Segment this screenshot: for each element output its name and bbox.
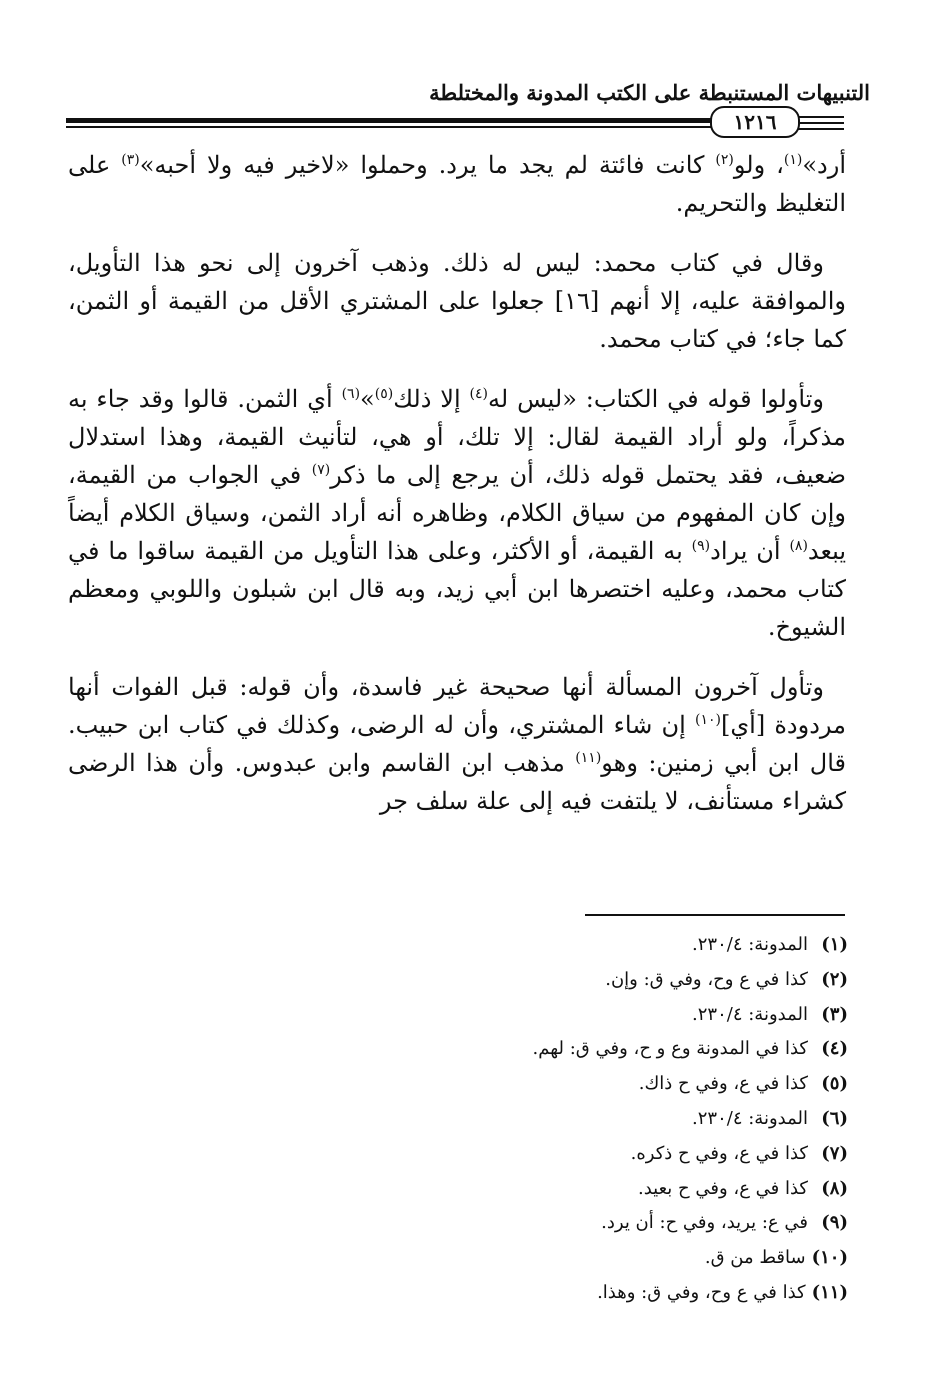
text-run: على التغليظ والتحريم. [68, 151, 846, 217]
body-paragraph [68, 244, 846, 358]
text-run: وتأولوا قوله في الكتاب: «ليس له [488, 385, 824, 413]
footnote-text: كذا في ع، وفي ح بعيد. [638, 1177, 808, 1199]
text-run: » [360, 385, 375, 413]
footnote-marker: (٧) [311, 462, 331, 478]
text-run: وتأول آخرون المسألة أنها صحيحة غير فاسدة، وأن قوله: قبل الفوات أنها مردودة [أي] [68, 673, 846, 739]
text-run: به القيمة، أو الأكثر، وعلى هذا التأويل من القيمة ساقوا ما في كتاب محمد، وعليه اختصرها ابن أبي زيد، وبه قال ابن شبلون واللوبي ومعظم الشيوخ. [68, 537, 846, 641]
footnote-item [100, 1137, 848, 1172]
footnote-item [100, 1102, 848, 1137]
body-paragraph [68, 380, 846, 646]
text-run: وقال في كتاب محمد: ليس له ذلك. وذهب آخرون إلى نحو هذا التأويل، والموافقة عليه، إلا أنهم [١٦] جعلوا على المشتري الأقل من القيمة أو الثمن، كما جاء؛ في كتاب محمد. [68, 249, 847, 353]
footnote-item [100, 1241, 848, 1276]
footnote-text: المدونة: ٢٣٠/٤. [692, 1003, 808, 1025]
footnotes [100, 928, 848, 1311]
main-text [68, 146, 846, 842]
text-run: في الجواب من القيمة، وإن كان المفهوم من سياق الكلام، وظاهره أنه أراد الثمن، وسياق الكلام أيضاً يبعد [68, 461, 847, 565]
footnote-number: (٦) [821, 1107, 848, 1129]
footnote-marker: (١) [783, 152, 803, 168]
footnote-item [100, 1276, 848, 1311]
text-run: مذهب ابن القاسم وابن عبدوس. وأن هذا الرضى كشراء مستأنف، لا يلتفت فيه إلى علة سلف جر [68, 749, 846, 815]
footnote-marker: (٨) [789, 538, 808, 554]
footnote-item [100, 1032, 848, 1067]
footnote-number: (٤) [821, 1038, 848, 1060]
footnote-text: كذا في ع وح، وفي ق: وإن. [605, 968, 808, 990]
text-run: كانت فائتة لم يجد ما يرد. وحملوا «لاخير فيه ولا أحبه» [139, 151, 716, 179]
footnote-number: (٢) [821, 968, 848, 990]
footnote-number: (١) [821, 934, 848, 955]
footnote-item [100, 1172, 848, 1207]
footnote-item [100, 1067, 848, 1102]
footnote-marker: (٣) [121, 152, 140, 168]
header-rule-thin [66, 126, 716, 128]
footnote-number: (٨) [821, 1177, 848, 1199]
text-run: إلا ذلك [393, 385, 470, 413]
footnote-marker: (٤) [469, 386, 489, 402]
footnote-marker: (٩) [691, 538, 711, 554]
text-run: أن يراد [710, 537, 790, 565]
footnote-number: (١١) [811, 1281, 848, 1303]
footnote-text: المدونة: ٢٣٠/٤. [692, 934, 808, 955]
running-header-title: التنبيهات المستنبطة على الكتب المدونة والمختلطة [429, 80, 870, 105]
footnote-text: في ع: يريد، وفي ح: أن يرد. [601, 1212, 808, 1234]
header-rule-right [792, 128, 844, 130]
footnote-marker: (١١) [575, 750, 602, 766]
text-run: إن شاء المشتري، وأن له الرضى، وكذلك في كتاب ابن حبيب. قال ابن أبي زمنين: وهو [68, 711, 846, 777]
footnote-number: (٥) [821, 1073, 848, 1095]
footnote-number: (٣) [821, 1003, 848, 1025]
footnote-item [100, 1206, 848, 1241]
footnote-item [100, 998, 848, 1033]
page-number: ١٢١٦ [710, 106, 800, 138]
text-run: ، ولو [733, 151, 784, 179]
body-paragraph [68, 668, 846, 820]
footnote-marker: (٢) [715, 152, 734, 168]
body-paragraph [68, 146, 846, 222]
footnote-number: (١٠) [811, 1247, 848, 1269]
text-run: أرد» [802, 151, 846, 179]
text-run: أي الثمن. قالوا وقد جاء به مذكراً، ولو أراد القيمة لقال: إلا تلك، أو هي، لتأنيث القيمة، وهذا استدلال ضعيف، فقد يحتمل قوله ذلك، أن يرجع إلى ما ذكر [68, 385, 846, 489]
footnote-text: كذا في ع وح، وفي ق: وهذا. [597, 1281, 806, 1303]
header-rule-thick [66, 118, 716, 123]
footnote-marker: (٥) [374, 386, 394, 402]
footnote-text: ساقط من ق. [704, 1247, 806, 1269]
footnote-item [100, 928, 848, 963]
footnote-text: كذا في المدونة وع و ح، وفي ق: لهم. [532, 1038, 808, 1060]
footnote-text: كذا في ع، وفي ح ذاك. [638, 1073, 808, 1095]
footnote-item [100, 963, 848, 998]
footnote-number: (٧) [821, 1142, 848, 1164]
footnote-separator [585, 914, 845, 916]
footnote-number: (٩) [821, 1212, 848, 1234]
footnote-text: المدونة: ٢٣٠/٤. [692, 1107, 808, 1129]
footnote-text: كذا في ع، وفي ح ذكره. [630, 1142, 808, 1164]
footnote-marker: (٦) [341, 386, 361, 402]
footnote-marker: (١٠) [695, 712, 721, 728]
